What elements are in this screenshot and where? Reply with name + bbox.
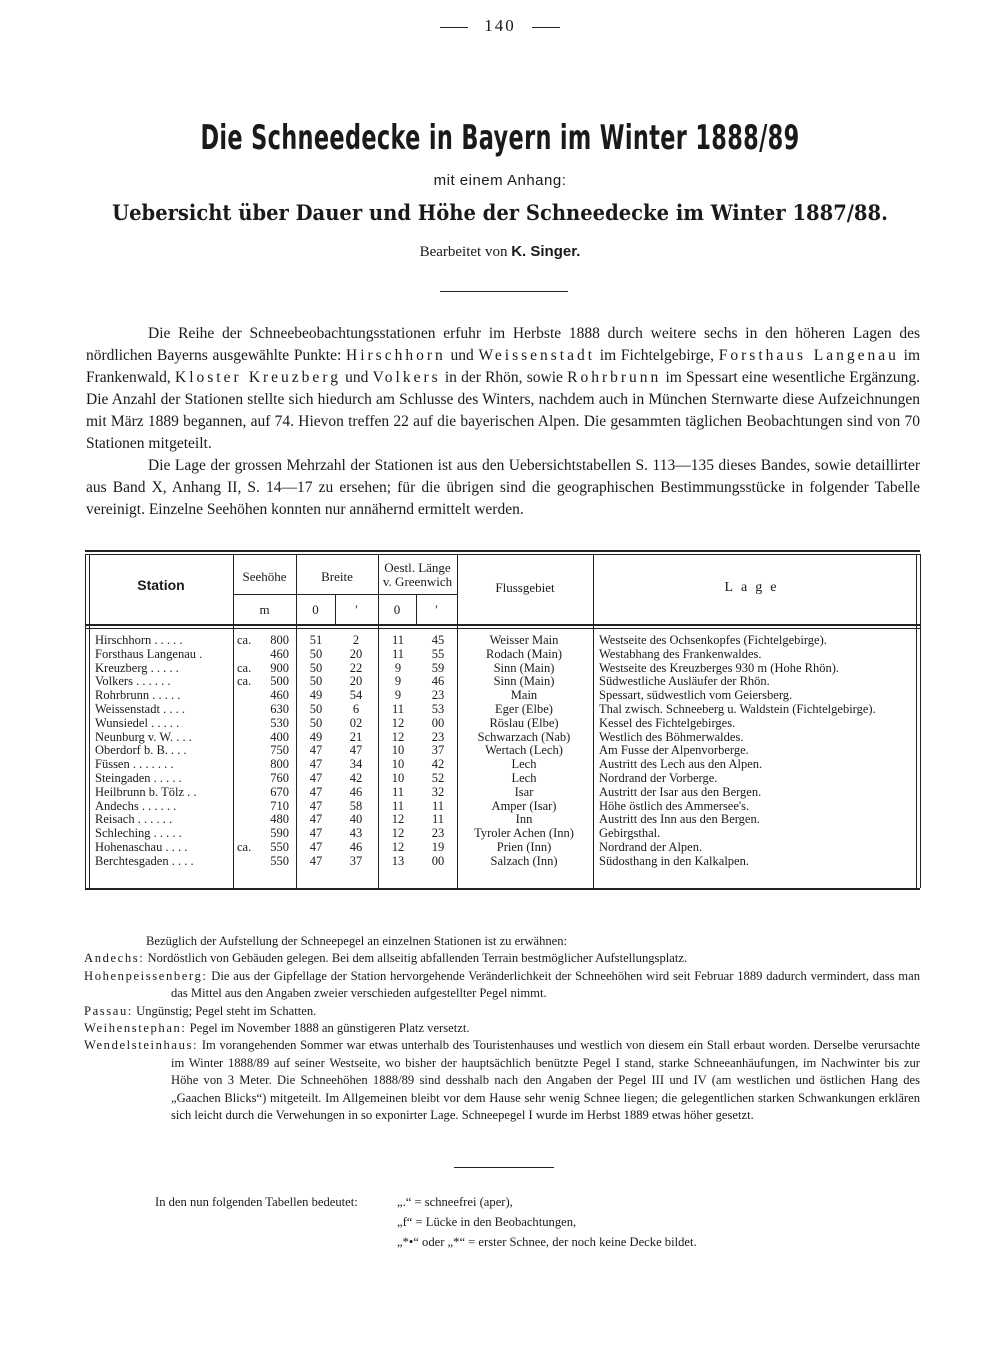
intro-text-segment: im Spessart eine wesentliche Ergänzung. Die Anzahl der Stationen stellte sich hiedurch am Schlusse des Winters, nachdem auch in München Sternwarte diese Aufzeichnungen mit März 1889 begannen, auf 74. Hievon treffen 22 auf die bayerischen Alpen. Die gesammten täglichen Beobachtungen sind von 70 Stationen mitgeteilt. bbox=[86, 369, 920, 452]
note-entry bbox=[84, 950, 920, 967]
legend-item: „f“ = Lücke in den Beobachtungen, bbox=[397, 1215, 577, 1229]
table-row bbox=[85, 634, 920, 648]
latitude-minutes-cell: 43 bbox=[349, 826, 363, 841]
station-name-cell: Schleching . . . . . bbox=[95, 827, 182, 841]
station-name-cell: Kreuzberg . . . . . bbox=[95, 661, 179, 675]
longitude-minutes-cell: 42 bbox=[431, 757, 445, 772]
latitude-degrees-cell: 49 bbox=[309, 729, 323, 744]
latitude-minutes-cell: 46 bbox=[349, 839, 363, 854]
river-basin-cell: Schwarzach (Nab) bbox=[477, 729, 571, 744]
author-line bbox=[0, 243, 1000, 261]
note-station-keyword: Hohenpeissenberg: bbox=[84, 968, 208, 983]
header-laenge-1: Oestl. Länge bbox=[384, 560, 451, 575]
elevation-cell: 460 bbox=[270, 688, 289, 703]
longitude-minutes-cell: 19 bbox=[431, 839, 445, 854]
legend-label: In den nun folgenden Tabellen bedeutet: bbox=[155, 1195, 358, 1209]
elevation-cell: 500 bbox=[270, 674, 289, 689]
longitude-minutes-cell: 52 bbox=[431, 770, 445, 785]
longitude-degrees-cell: 10 bbox=[391, 743, 405, 758]
longitude-minutes-cell: 53 bbox=[431, 701, 445, 716]
location-cell: Südwestliche Ausläufer der Rhön. bbox=[599, 674, 770, 689]
longitude-degrees-cell: 12 bbox=[391, 812, 405, 827]
elevation-cell: 550 bbox=[270, 853, 289, 868]
page-number-dash-right bbox=[532, 27, 560, 28]
station-name-emphasis: Hirschhorn bbox=[346, 347, 446, 364]
longitude-minutes-cell: 00 bbox=[431, 715, 445, 730]
note-entry bbox=[84, 1020, 920, 1037]
longitude-minutes-cell: 59 bbox=[431, 660, 445, 675]
longitude-degrees-cell: 11 bbox=[391, 701, 405, 716]
location-cell: Westseite des Kreuzberges 930 m (Hohe Rhön). bbox=[599, 660, 840, 675]
latitude-degrees-cell: 47 bbox=[309, 839, 323, 854]
longitude-degrees-cell: 12 bbox=[391, 729, 405, 744]
latitude-minutes-cell: 34 bbox=[349, 757, 363, 772]
header-flussgebiet: Flussgebiet bbox=[495, 580, 555, 595]
intro-text-segment: und bbox=[340, 369, 373, 386]
longitude-degrees-cell: 9 bbox=[394, 674, 402, 689]
station-name-emphasis: Rohrbrunn bbox=[567, 369, 662, 386]
river-basin-cell: Lech bbox=[511, 770, 537, 785]
table-row bbox=[85, 703, 920, 717]
station-name-emphasis: Volkers bbox=[372, 369, 441, 386]
table-header-border bbox=[85, 624, 920, 626]
latitude-minutes-cell: 58 bbox=[349, 798, 363, 813]
elevation-cell: 480 bbox=[270, 812, 289, 827]
latitude-degrees-cell: 50 bbox=[309, 715, 323, 730]
note-station-keyword: Passau: bbox=[84, 1003, 133, 1018]
note-text: Die aus der Gipfellage der Station hervorgehende Veränderlichkeit der Schneehöhen wird seit Februar 1889 dadurch vermindert, dass man das Mittel aus den Angaben zweier verschieden aufgestellter Pegel nimmt. bbox=[171, 968, 920, 1001]
longitude-degrees-cell: 11 bbox=[391, 633, 405, 647]
elevation-cell: 550 bbox=[270, 839, 289, 854]
location-cell: Südosthang in den Kalkalpen. bbox=[599, 853, 749, 868]
legend-item: „*•“ oder „*“ = erster Schnee, der noch keine Decke bildet. bbox=[397, 1235, 697, 1249]
location-cell: Westlich des Böhmerwaldes. bbox=[599, 729, 744, 744]
note-station-keyword: Andechs: bbox=[84, 951, 145, 966]
latitude-minutes-cell: 37 bbox=[349, 853, 363, 868]
location-cell: Thal zwisch. Schneeberg u. Waldstein (Fichtelgebirge). bbox=[599, 701, 876, 716]
latitude-minutes-cell: 42 bbox=[349, 770, 363, 785]
note-text: Im vorangehenden Sommer war etwas unterhalb des Touristenhauses und westlich von diesem ein Stall erbaut worden. Derselbe verursachte im Winter 1888/89 auf seiner Westseite, wo bisher der hauptsächlich benützte Pegel I stand, starke Schneeanhäufungen, im Nachwinter bis zur Höhe von 3 Meter. Die Schneehöhen 1888/89 sind desshalb nach den Angaben der Pegel III und IV (am westlichen und östlichen Hang des „Gaachen Blicks“) mitgeteilt. Im Allgemeinen bleibt vor dem Hause sehr wenig Schnee liegen; die gelegentlichen starken Schwankungen erklären sich leicht durch die Verwehungen in so exponirter Lage. Schneepegel I wurde im Herbst 1889 etwas höher gesetzt. bbox=[171, 1038, 920, 1123]
river-basin-cell: Salzach (Inn) bbox=[490, 853, 558, 868]
header-breite-min: ′ bbox=[355, 602, 358, 617]
subtitle: mit einem Anhang: bbox=[433, 172, 567, 189]
latitude-minutes-cell: 54 bbox=[349, 688, 363, 703]
river-basin-cell: Eger (Elbe) bbox=[495, 701, 553, 716]
location-cell: Austritt des Inn aus den Bergen. bbox=[599, 812, 760, 827]
latitude-minutes-cell: 6 bbox=[352, 701, 360, 716]
elevation-cell: 800 bbox=[270, 757, 289, 772]
station-name-cell: Hohenaschau . . . . bbox=[95, 840, 188, 854]
table-unit-divider bbox=[233, 594, 457, 595]
station-name-emphasis: Weissenstadt bbox=[478, 347, 596, 364]
longitude-degrees-cell: 10 bbox=[391, 770, 405, 785]
station-name-cell: Forsthaus Langenau . bbox=[95, 647, 203, 661]
table-vline bbox=[920, 554, 921, 888]
river-basin-cell: Prien (Inn) bbox=[496, 839, 552, 854]
author-prefix: Bearbeitet von bbox=[419, 244, 508, 260]
approx-marker-cell: ca. bbox=[237, 839, 252, 854]
table-row bbox=[85, 841, 920, 855]
latitude-minutes-cell: 47 bbox=[349, 743, 363, 758]
approx-marker-cell: ca. bbox=[237, 633, 252, 647]
elevation-cell: 460 bbox=[270, 646, 289, 661]
notes-entries bbox=[84, 950, 920, 1124]
location-cell: Am Fusse der Alpenvorberge. bbox=[599, 743, 749, 758]
river-basin-cell: Sinn (Main) bbox=[493, 660, 555, 675]
river-basin-cell: Wertach (Lech) bbox=[485, 743, 563, 758]
longitude-degrees-cell: 13 bbox=[391, 853, 405, 868]
longitude-degrees-cell: 12 bbox=[391, 826, 405, 841]
intro-text bbox=[86, 323, 920, 521]
station-name-cell: Steingaden . . . . . bbox=[95, 771, 182, 785]
river-basin-cell: Inn bbox=[515, 812, 533, 827]
header-station: Station bbox=[137, 577, 185, 593]
latitude-minutes-cell: 40 bbox=[349, 812, 363, 827]
latitude-degrees-cell: 47 bbox=[309, 784, 323, 799]
table-row bbox=[85, 731, 920, 745]
header-seehoehe: Seehöhe bbox=[242, 569, 287, 584]
intro-paragraph-1 bbox=[86, 323, 920, 455]
table-border-top bbox=[85, 550, 920, 552]
longitude-minutes-cell: 55 bbox=[431, 646, 445, 661]
station-name-cell: Andechs . . . . . . bbox=[95, 799, 177, 813]
latitude-degrees-cell: 49 bbox=[309, 688, 323, 703]
longitude-minutes-cell: 45 bbox=[431, 633, 445, 647]
longitude-degrees-cell: 10 bbox=[391, 757, 405, 772]
table-row bbox=[85, 758, 920, 772]
table-row bbox=[85, 772, 920, 786]
river-basin-cell: Amper (Isar) bbox=[491, 798, 557, 813]
approx-marker-cell: ca. bbox=[237, 674, 252, 689]
table-row bbox=[85, 675, 920, 689]
location-cell: Austritt des Lech aus den Alpen. bbox=[599, 757, 763, 772]
header-seehoehe-unit: m bbox=[259, 602, 270, 617]
river-basin-cell: Tyroler Achen (Inn) bbox=[474, 826, 574, 841]
longitude-minutes-cell: 23 bbox=[431, 729, 445, 744]
latitude-minutes-cell: 02 bbox=[349, 715, 363, 730]
latitude-degrees-cell: 51 bbox=[309, 633, 323, 647]
elevation-cell: 710 bbox=[270, 798, 289, 813]
river-basin-cell: Lech bbox=[511, 757, 537, 772]
longitude-degrees-cell: 11 bbox=[391, 784, 405, 799]
station-name-cell: Oberdorf b. B. . . . bbox=[95, 744, 187, 758]
station-name-cell: Berchtesgaden . . . . bbox=[95, 854, 194, 868]
table-border-bottom bbox=[85, 888, 920, 890]
latitude-degrees-cell: 50 bbox=[309, 646, 323, 661]
elevation-cell: 590 bbox=[270, 826, 289, 841]
elevation-cell: 900 bbox=[270, 660, 289, 675]
longitude-minutes-cell: 00 bbox=[431, 853, 445, 868]
location-cell: Kessel des Fichtelgebirges. bbox=[599, 715, 736, 730]
note-text: Ungünstig; Pegel steht im Schatten. bbox=[132, 1003, 317, 1018]
location-cell: Gebirgsthal. bbox=[599, 826, 661, 841]
note-entry bbox=[84, 1003, 920, 1020]
latitude-degrees-cell: 47 bbox=[309, 812, 323, 827]
table-row bbox=[85, 800, 920, 814]
table-body bbox=[85, 634, 920, 869]
notes-section bbox=[84, 933, 920, 1124]
longitude-degrees-cell: 11 bbox=[391, 646, 405, 661]
elevation-cell: 530 bbox=[270, 715, 289, 730]
page-title: Die Schneedecke in Bayern im Winter 1888/89 bbox=[200, 118, 800, 158]
note-entry bbox=[84, 968, 920, 1003]
location-cell: Nordrand der Vorberge. bbox=[599, 770, 718, 785]
header-laenge-min: ′ bbox=[435, 602, 438, 617]
note-station-keyword: Weihenstephan: bbox=[84, 1021, 187, 1036]
station-name-cell: Füssen . . . . . . . bbox=[95, 758, 174, 772]
notes-intro: Bezüglich der Aufstellung der Schneepegel an einzelnen Stationen ist zu erwähnen: bbox=[146, 934, 568, 948]
river-basin-cell: Main bbox=[510, 688, 538, 703]
author-name: K. Singer. bbox=[511, 243, 581, 260]
latitude-minutes-cell: 20 bbox=[349, 674, 363, 689]
latitude-degrees-cell: 50 bbox=[309, 674, 323, 689]
subheading: Uebersicht über Dauer und Höhe der Schneedecke im Winter 1887/88. bbox=[112, 200, 888, 225]
latitude-degrees-cell: 47 bbox=[309, 798, 323, 813]
intro-paragraph-2: Die Lage der grossen Mehrzahl der Stationen ist aus den Uebersichtstabellen S. 113—135 dieses Bandes, sowie detaillirter aus Band X, Anhang II, S. 14—17 zu ersehen; für die übrigen sind die geographischen Bestimmungsstücke in folgender Tabelle vereinigt. Einzelne Seehöhen konnten nur annähernd ermittelt werden. bbox=[86, 457, 920, 518]
river-basin-cell: Röslau (Elbe) bbox=[489, 715, 559, 730]
header-breite-deg: 0 bbox=[312, 602, 319, 617]
location-cell: Spessart, südwestlich vom Geiersberg. bbox=[599, 688, 793, 703]
page-number bbox=[0, 16, 1000, 36]
latitude-degrees-cell: 47 bbox=[309, 757, 323, 772]
river-basin-cell: Rodach (Main) bbox=[485, 646, 563, 661]
table-header-border-inner bbox=[85, 628, 920, 629]
latitude-minutes-cell: 46 bbox=[349, 784, 363, 799]
note-entry bbox=[84, 1037, 920, 1124]
longitude-minutes-cell: 37 bbox=[431, 743, 445, 758]
latitude-degrees-cell: 50 bbox=[309, 660, 323, 675]
elevation-cell: 670 bbox=[270, 784, 289, 799]
note-station-keyword: Wendelsteinhaus: bbox=[84, 1038, 199, 1053]
station-name-cell: Heilbrunn b. Tölz . . bbox=[95, 785, 197, 799]
elevation-cell: 750 bbox=[270, 743, 289, 758]
longitude-degrees-cell: 12 bbox=[391, 715, 405, 730]
table-row bbox=[85, 662, 920, 676]
longitude-minutes-cell: 23 bbox=[431, 688, 445, 703]
latitude-degrees-cell: 47 bbox=[309, 826, 323, 841]
longitude-degrees-cell: 12 bbox=[391, 839, 405, 854]
header-breite: Breite bbox=[321, 569, 353, 584]
page-number-value: 140 bbox=[484, 16, 516, 35]
location-cell: Westabhang des Frankenwaldes. bbox=[599, 646, 762, 661]
station-name-cell: Rohrbrunn . . . . . bbox=[95, 689, 181, 703]
longitude-degrees-cell: 9 bbox=[394, 660, 402, 675]
station-name-emphasis: Kloster Kreuzberg bbox=[175, 369, 341, 386]
note-text: Pegel im November 1888 an günstigeren Platz versetzt. bbox=[186, 1021, 470, 1036]
location-cell: Höhe östlich des Ammersee's. bbox=[599, 798, 750, 813]
location-cell: Westseite des Ochsenkopfes (Fichtelgebirge). bbox=[599, 633, 827, 647]
table-row bbox=[85, 813, 920, 827]
table-row bbox=[85, 827, 920, 841]
latitude-degrees-cell: 47 bbox=[309, 770, 323, 785]
table-row bbox=[85, 717, 920, 731]
intro-text-segment: und bbox=[445, 347, 479, 364]
longitude-minutes-cell: 46 bbox=[431, 674, 445, 689]
elevation-cell: 400 bbox=[270, 729, 289, 744]
table-row bbox=[85, 744, 920, 758]
latitude-degrees-cell: 47 bbox=[309, 853, 323, 868]
location-cell: Austritt der Isar aus den Bergen. bbox=[599, 784, 762, 799]
table-row bbox=[85, 786, 920, 800]
legend-items bbox=[397, 1192, 857, 1252]
title-separator bbox=[440, 291, 568, 292]
table-row bbox=[85, 648, 920, 662]
longitude-degrees-cell: 9 bbox=[394, 688, 402, 703]
station-name-cell: Hirschhorn . . . . . bbox=[95, 634, 183, 647]
latitude-degrees-cell: 50 bbox=[309, 701, 323, 716]
elevation-cell: 760 bbox=[270, 770, 289, 785]
river-basin-cell: Sinn (Main) bbox=[493, 674, 555, 689]
table-row bbox=[85, 855, 920, 869]
header-laenge-deg: 0 bbox=[393, 602, 401, 617]
intro-text-segment: im Fichtelgebirge, bbox=[595, 347, 719, 364]
table-border-top-inner bbox=[85, 554, 920, 555]
table-row bbox=[85, 689, 920, 703]
latitude-degrees-cell: 47 bbox=[309, 743, 323, 758]
station-name-emphasis: Forsthaus Langenau bbox=[718, 347, 899, 364]
header-laenge-2: v. Greenwich bbox=[382, 574, 453, 589]
intro-text-segment: Die Reihe der Schneebeobachtungsstationen erfuhr im Herbste 1888 durch weitere sechs in den höheren Lagen des nördlichen Bayerns ausgewählte Punkte: bbox=[86, 325, 920, 364]
header-lage: Lage bbox=[724, 580, 785, 595]
station-name-cell: Neunburg v. W. . . . bbox=[95, 730, 192, 744]
station-name-cell: Wunsiedel . . . . . bbox=[95, 716, 180, 730]
longitude-minutes-cell: 11 bbox=[431, 812, 445, 827]
page-number-dash-left bbox=[440, 27, 468, 28]
station-name-cell: Volkers . . . . . . bbox=[95, 675, 171, 689]
notes-separator bbox=[454, 1167, 554, 1168]
station-table bbox=[85, 550, 920, 890]
note-text: Nordöstlich von Gebäuden gelegen. Bei dem allseitig abfallenden Terrain bestmöglicher Aufstellungsplatz. bbox=[144, 951, 688, 966]
longitude-degrees-cell: 11 bbox=[391, 798, 405, 813]
latitude-minutes-cell: 2 bbox=[352, 633, 360, 647]
longitude-minutes-cell: 23 bbox=[431, 826, 445, 841]
elevation-cell: 800 bbox=[270, 633, 289, 647]
elevation-cell: 630 bbox=[270, 701, 289, 716]
approx-marker-cell: ca. bbox=[237, 660, 252, 675]
station-name-cell: Weissenstadt . . . . bbox=[95, 702, 185, 716]
river-basin-cell: Isar bbox=[514, 784, 534, 799]
latitude-minutes-cell: 20 bbox=[349, 646, 363, 661]
latitude-minutes-cell: 22 bbox=[349, 660, 363, 675]
latitude-minutes-cell: 21 bbox=[349, 729, 363, 744]
legend-item: „.“ = schneefrei (aper), bbox=[397, 1195, 513, 1209]
intro-text-segment: im Frankenwald, bbox=[86, 347, 921, 386]
station-name-cell: Reisach . . . . . . bbox=[95, 813, 173, 827]
intro-text-segment: in der Rhön, sowie bbox=[440, 369, 568, 386]
river-basin-cell: Weisser Main bbox=[489, 633, 559, 647]
longitude-minutes-cell: 32 bbox=[431, 784, 445, 799]
longitude-minutes-cell: 11 bbox=[431, 798, 445, 813]
location-cell: Nordrand der Alpen. bbox=[599, 839, 703, 854]
